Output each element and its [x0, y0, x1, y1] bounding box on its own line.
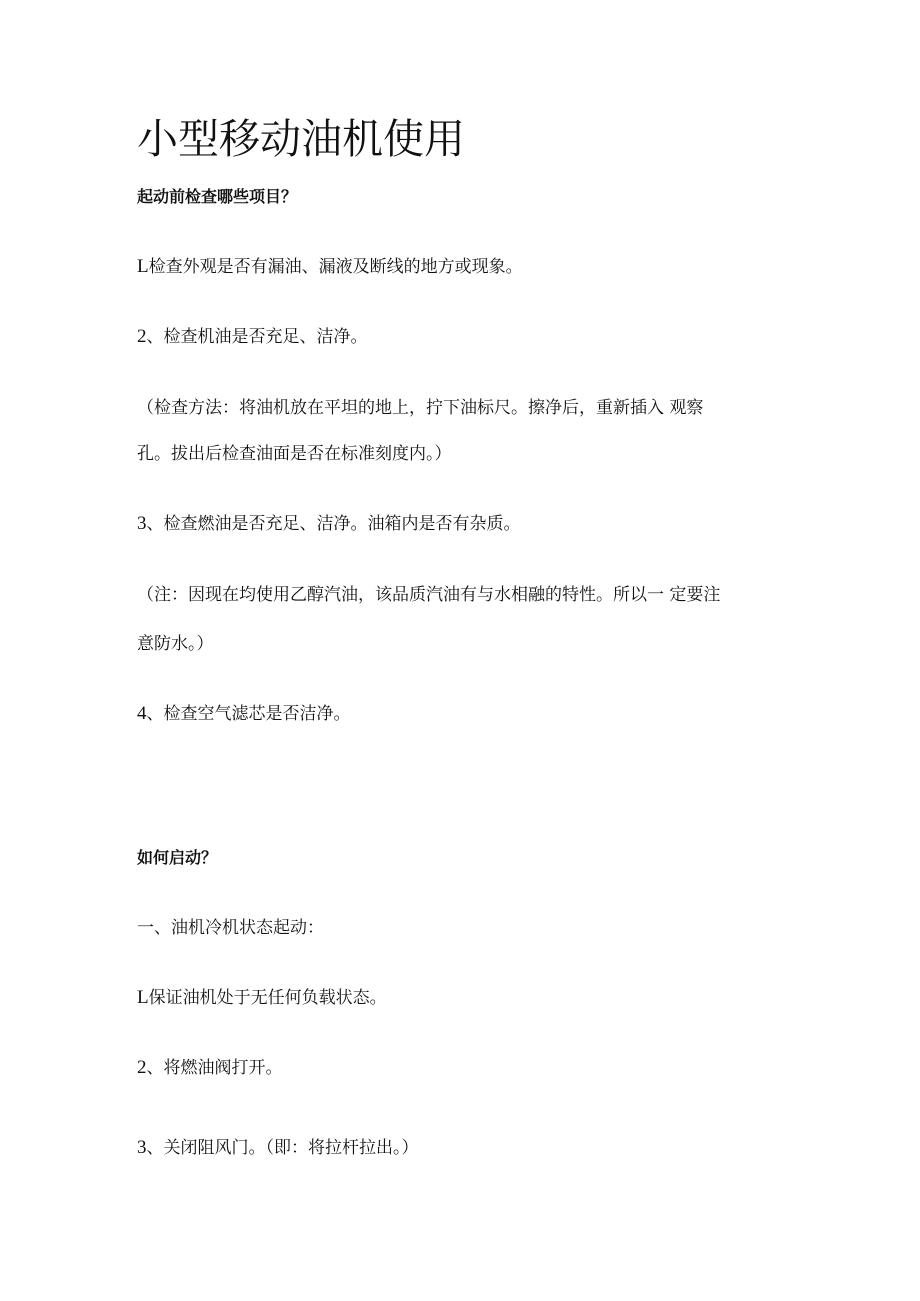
section-heading-how-to-start: 如何启动？: [137, 848, 218, 867]
item-marker: 2: [137, 326, 147, 347]
item-marker: L: [137, 987, 149, 1008]
start-item-2: [137, 1057, 283, 1079]
start-item-3: [137, 1137, 419, 1159]
item-text: 、检查燃油是否充足、洁净。油箱内是否有杂质。: [146, 514, 521, 534]
item-marker: 4: [137, 703, 147, 724]
item-marker: L: [137, 256, 149, 277]
note-line-2: 意防水。）: [137, 634, 214, 654]
check-method-line-1: （检查方法：将油机放在平坦的地上，拧下油标尺。擦净后，重新插入 观察: [137, 398, 704, 418]
check-item-2: [137, 326, 368, 348]
item-text: 、检查机油是否充足、洁净。: [146, 327, 368, 347]
item-text: 检查外观是否有漏油、漏液及断线的地方或现象。: [148, 257, 523, 277]
check-item-3: [137, 513, 521, 535]
item-marker: 3: [137, 513, 147, 534]
note-line-1: （注：因现在均使用乙醇汽油，该品质汽油有与水相融的特性。所以一 定要注: [137, 585, 721, 605]
section-heading-pre-start-check: 起动前检查哪些项目？: [137, 187, 298, 206]
item-text: 保证油机处于无任何负载状态。: [148, 988, 387, 1008]
item-marker: 3: [137, 1137, 147, 1158]
start-item-1: [137, 987, 387, 1009]
item-text: 、检查空气滤芯是否洁净。: [146, 704, 351, 724]
page-title: 小型移动油机使用: [137, 115, 465, 163]
item-text: 、关闭阻风门。（即：将拉杆拉出。）: [146, 1138, 419, 1158]
check-item-1: [137, 256, 523, 278]
item-text: 、将燃油阀打开。: [146, 1058, 283, 1078]
sub-heading-cold-start: 一、油机冷机状态起动：: [137, 918, 324, 938]
check-method-line-2: 孔。拔出后检查油面是否在标准刻度内。）: [137, 444, 452, 464]
item-marker: 2: [137, 1057, 147, 1078]
check-item-4: [137, 703, 351, 725]
